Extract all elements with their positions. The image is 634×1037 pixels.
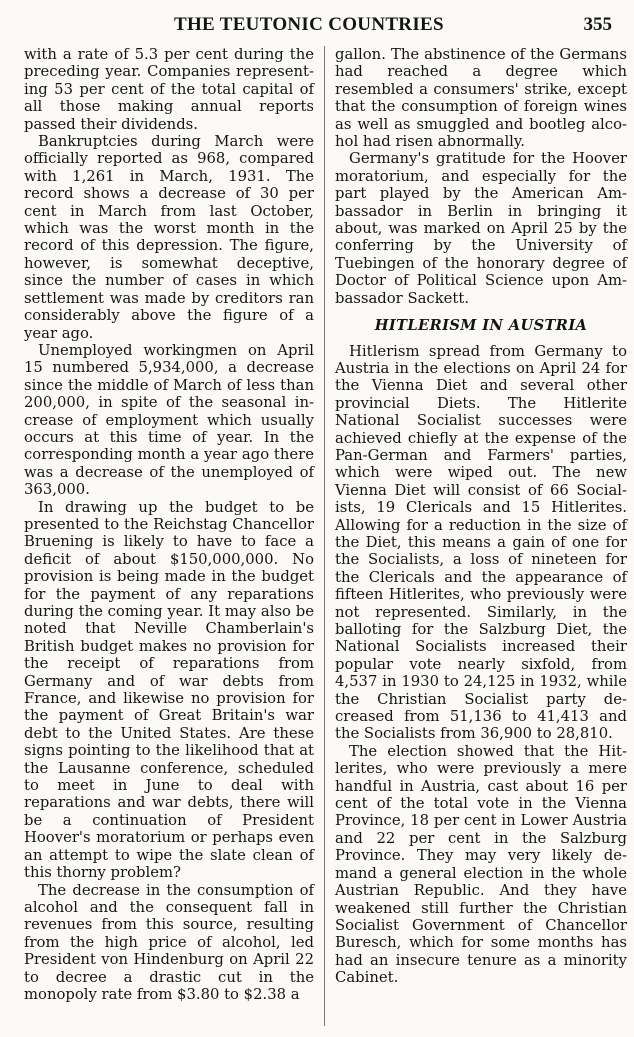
page-number: 355 <box>583 14 612 35</box>
running-title: THE TEUTONIC COUNTRIES <box>174 14 444 35</box>
paragraph: The decrease in the consumption of alcohol and the consequent fall in revenues from this source, resulting from the high price of alcohol, led President von Hindenburg on April 22 to decree a drastic cut in the monopoly rate from $3.80 to $2.38 a <box>24 881 314 1003</box>
paragraph: Unemployed workingmen on April 15 numbered 5,934,000, a decrease since the middle of March of less than 200,000, in spite of the seasonal increase of employment which usually occurs at this time of year. In the corresponding month a year ago there was a decrease of the unemployed of 363,000. <box>24 341 314 499</box>
section-heading: HITLERISM IN AUSTRIA <box>374 317 588 335</box>
right-column <box>335 46 627 987</box>
column-divider <box>324 46 325 1026</box>
paragraph: with a rate of 5.3 per cent during the preceding year. Companies representing 53 per cent of the total capital of all those making annual reports passed their dividends. <box>24 46 314 133</box>
left-column <box>24 46 314 1003</box>
paragraph: Germany's gratitude for the Hoover moratorium, and especially for the part played by the American Ambassador in Berlin in bringing it about, was marked on April 25 by the conferring by the University of Tuebingen of the honorary degree of Doctor of Political Science upon Ambassador Sackett. <box>335 150 627 307</box>
paragraph: In drawing up the budget to be presented to the Reichstag Chancellor Bruening is likely to have to face a deficit of about $150,000,000. No provision is being made in the budget for the payment of any reparations during the coming year. It may also be noted that Neville Chamberlain's British budget makes no provision for the receipt of reparations from Germany and of war debts from France, and likewise no provision for the payment of Great Britain's war debt to the United States. Are these signs pointing to the likelihood that at the Lausanne conference, scheduled to meet in June to deal with reparations and war debts, there will be a continuation of President Hoover's moratorium or perhaps even an attempt to wipe the slate clean of this thorny problem? <box>24 498 314 882</box>
paragraph: Bankruptcies during March were officially reported as 968, compared with 1,261 in March, 1931. The record shows a decrease of 30 per cent in March from last October, which was the worst month in the record of this depression. The figure, however, is somewhat deceptive, since the number of cases in which settlement was made by creditors ran considerably above the figure of a year ago. <box>24 133 314 342</box>
paragraph: The election showed that the Hitlerites, who were previously a mere handful in Austria, cast about 16 per cent of the total vote in the Vienna Province, 18 per cent in Lower Austria and 22 per cent in the Salzburg Province. They may very likely demand a general election in the whole Austrian Republic. And they have weakened still further the Christian Socialist Government of Chancellor Buresch, which for some months has had an insecure tenure as a minority Cabinet. <box>335 742 627 987</box>
paragraph: Hitlerism spread from Germany to Austria in the elections on April 24 for the Vienna Diet and several other provincial Diets. The Hitlerite National Socialist successes were achieved chiefly at the expense of the Pan-German and Farmers' parties, which were wiped out. The new Vienna Diet will consist of 66 Socialists, 19 Clericals and 15 Hitlerites. Allowing for a reduction in the size of the Diet, this means a gain of one for the Socialists, a loss of nineteen for the Clericals and the appearance of fifteen Hitlerites, who previously were not represented. Similarly, in the balloting for the Salzburg Diet, the National Socialists increased their popular vote nearly sixfold, from 4,537 in 1930 to 24,125 in 1932, while the Christian Socialist party decreased from 51,136 to 41,413 and the Socialists from 36,900 to 28,810. <box>335 342 627 743</box>
page-header <box>22 10 616 38</box>
paragraph: gallon. The abstinence of the Germans had reached a degree which resembled a consumers' strike, except that the consumption of foreign wines as well as smuggled and bootleg alcohol had risen abnormally. <box>335 46 627 151</box>
